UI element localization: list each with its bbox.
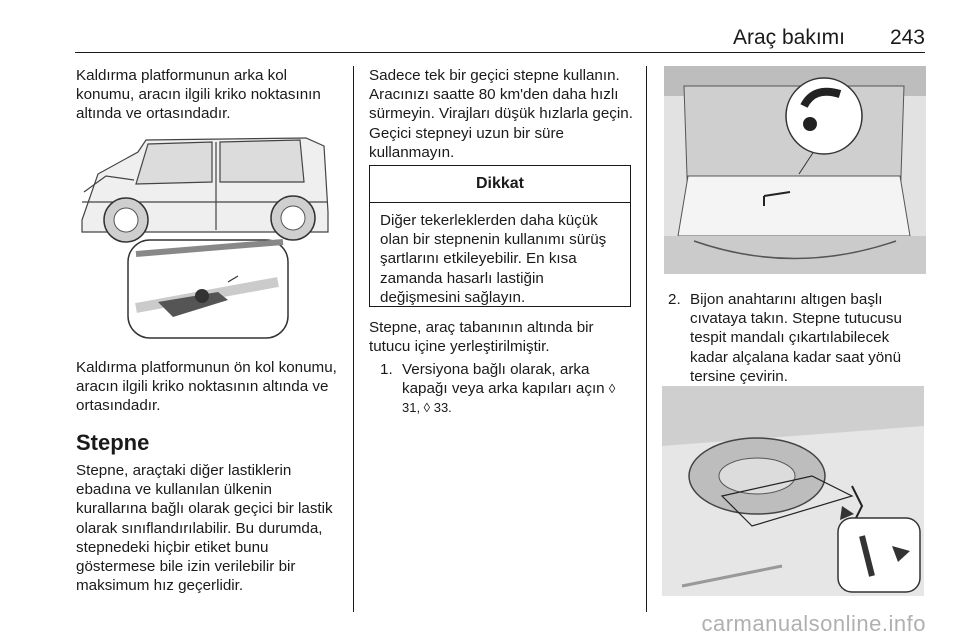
step-2-text: Bijon anahtarını altıgen başlı cıvataya takın. Stepne tutucusu tespit mandalı çıkartılabilecek kadar alçalana kadar saat yönü tersine çevirin. <box>690 291 902 385</box>
van-jack-point-figure <box>78 132 340 342</box>
step-1-text: Versiyona bağlı olarak, arka kapağı veya arka kapıları açın <box>402 361 605 398</box>
middle-para-temp-spare: Sadece tek bir geçici stepne kullanın. Aracınızı saatte 80 km'den daha hızlı sürmeyin. Virajları düşük hızlarla geçin. Geçici stepneyi uzun bir süre kullanmayın. <box>369 67 633 161</box>
warning-title: Dikkat <box>370 166 630 203</box>
left-para-rear-arm: Kaldırma platformunun arka kol konumu, aracın ilgili kriko noktasının altında ve ortasındadır. <box>76 67 321 123</box>
header-title: Araç bakımı <box>732 26 845 49</box>
step-1-number: 1. <box>380 361 393 378</box>
column-divider-left <box>353 66 354 612</box>
page-number: 243 <box>889 26 925 49</box>
spare-wheel-holder-figure <box>662 386 924 596</box>
header-rule <box>75 52 925 53</box>
warning-box <box>369 165 631 307</box>
watermark-text: carmanualsonline.info <box>701 611 926 636</box>
step-2-number: 2. <box>668 291 681 308</box>
column-divider-right <box>646 66 647 612</box>
left-para-front-arm: Kaldırma platformunun ön kol konumu, aracın ilgili kriko noktasının altında ve ortasındadır. <box>76 359 337 415</box>
step-2 <box>668 290 930 385</box>
left-para-spare-wheel: Stepne, araçtaki diğer lastiklerin ebadına ve kullanılan ülkenin kurallarına bağlı olarak geçici bir lastik olarak sınıflandırılabilir. Bu durumda, stepnedeki hiçbir etiket bunu göstermese bile izin verilebilir bir maksimum hız geçerlidir. <box>76 462 333 595</box>
cargo-floor-figure <box>664 66 926 274</box>
warning-body: Diğer tekerleklerden daha küçük olan bir stepnenin kullanımı sürüş şartlarını etkileyebilir. En kısa zamanda hasarlı lastiğin değişmesini sağlayın. <box>380 212 607 306</box>
page-header <box>75 20 925 52</box>
step-1-page-refs[interactable]: ◊ 31, ◊ 33. <box>402 381 616 416</box>
section-heading-stepne: Stepne <box>76 430 150 455</box>
middle-para-holder: Stepne, araç tabanının altında bir tutucu içine yerleştirilmiştir. <box>369 319 594 356</box>
step-1 <box>380 360 632 420</box>
